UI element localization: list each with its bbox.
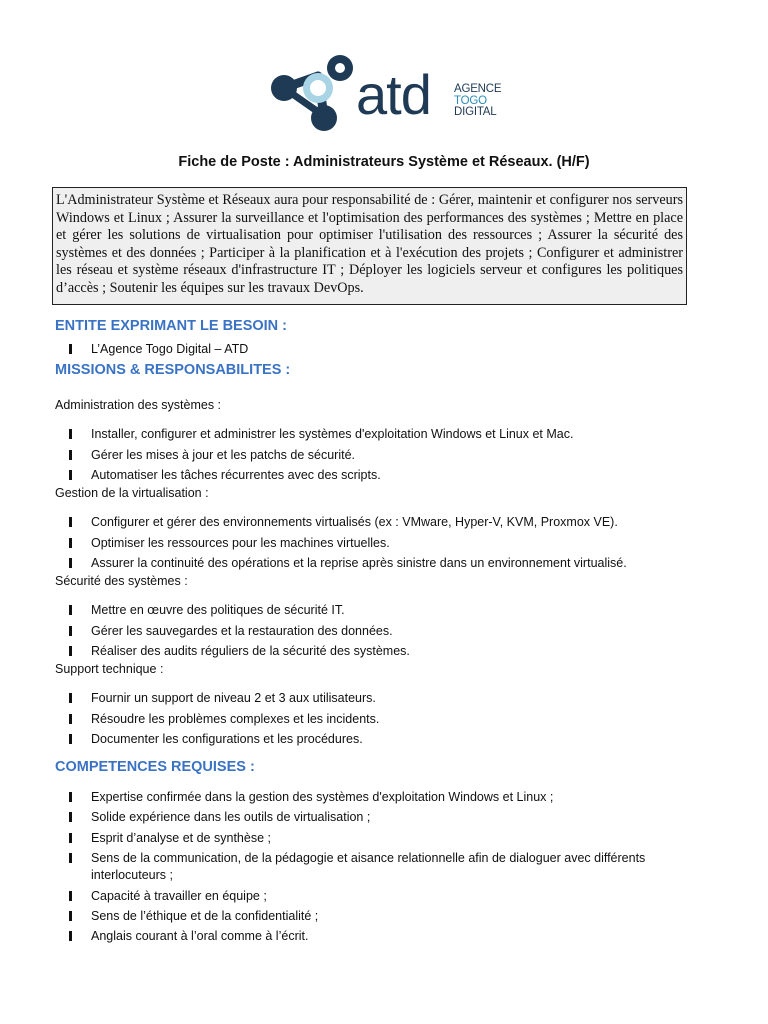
logo-network-icon	[266, 54, 356, 138]
bullet-icon	[69, 626, 72, 636]
intro-box	[52, 187, 687, 305]
list-item-text: Optimiser les ressources pour les machines virtuelles.	[91, 535, 390, 550]
bullet-icon	[69, 344, 72, 354]
list-item-text: Résoudre les problèmes complexes et les incidents.	[91, 711, 380, 726]
list-item	[68, 850, 708, 884]
bullet-icon	[69, 517, 72, 527]
list-item	[68, 731, 708, 748]
bullet-icon	[69, 429, 72, 439]
group-title: Gestion de la virtualisation :	[55, 486, 209, 500]
bullet-icon	[69, 538, 72, 548]
list-item	[68, 809, 708, 826]
list-item	[68, 555, 708, 572]
bullet-icon	[69, 470, 72, 480]
list-item	[68, 888, 708, 905]
section-heading-competences: COMPETENCES REQUISES :	[55, 759, 255, 775]
list-item-text: Capacité à travailler en équipe ;	[91, 888, 267, 903]
list-item	[68, 908, 708, 925]
bullet-icon	[69, 891, 72, 901]
list-item-text: L’Agence Togo Digital – ATD	[91, 342, 249, 356]
section-heading-entite: ENTITE EXPRIMANT LE BESOIN :	[55, 318, 288, 334]
missions-list	[68, 426, 708, 488]
group-title: Sécurité des systèmes :	[55, 574, 188, 588]
list-item-text: Documenter les configurations et les procédures.	[91, 732, 363, 747]
list-item-text: Fournir un support de niveau 2 et 3 aux utilisateurs.	[91, 691, 376, 705]
list-item-text: Esprit d’analyse et de synthèse ;	[91, 830, 271, 845]
list-item	[68, 535, 708, 552]
list-item-text: Gérer les sauvegardes et la restauration des données.	[91, 623, 393, 638]
bullet-icon	[69, 450, 72, 460]
group-title: Administration des systèmes :	[55, 398, 222, 412]
list-item-text: Mettre en œuvre des politiques de sécurité IT.	[91, 603, 345, 617]
bullet-icon	[69, 714, 72, 724]
atd-logo	[266, 54, 516, 138]
list-item-text: Gérer les mises à jour et les patchs de sécurité.	[91, 447, 356, 462]
list-item-text: Anglais courant à l’oral comme à l’écrit.	[91, 929, 309, 944]
bullet-icon	[69, 693, 72, 703]
list-item	[68, 711, 708, 728]
missions-list	[68, 602, 708, 664]
list-item	[68, 514, 708, 531]
bullet-icon	[69, 853, 72, 863]
list-item-text: Réaliser des audits réguliers de la sécurité des systèmes.	[91, 644, 410, 659]
bullet-icon	[69, 558, 72, 568]
logo-tagline	[454, 84, 501, 119]
list-item-text: Installer, configurer et administrer les systèmes d'exploitation Windows et Linux et Mac.	[91, 427, 574, 441]
bullet-icon	[69, 812, 72, 822]
bullet-icon	[69, 734, 72, 744]
list-item-text: Solide expérience dans les outils de virtualisation ;	[91, 810, 371, 825]
logo-wordmark: atd	[356, 63, 431, 126]
bullet-icon	[69, 911, 72, 921]
list-item	[68, 928, 708, 945]
list-item	[68, 341, 708, 358]
logo-tagline-line: TOGO	[454, 94, 487, 107]
list-item-text: Assurer la continuité des opérations et la reprise après sinistre dans un environnement virtualisé.	[91, 556, 627, 571]
bullet-icon	[69, 833, 72, 843]
list-item	[68, 623, 708, 640]
list-item-text: Configurer et gérer des environnements virtualisés (ex : VMware, Hyper-V, KVM, Proxmox VE).	[91, 515, 618, 529]
list-item	[68, 447, 708, 464]
list-item	[68, 467, 708, 484]
entite-list	[68, 341, 708, 362]
missions-list	[68, 690, 708, 752]
intro-text: L'Administrateur Système et Réseaux aura pour responsabilité de : Gérer, maintenir et configurer nos serveurs Windows et Linux ; Assurer la surveillance et l'optimisation des performances des systèmes ; Mettre en place et gérer les solutions de virtualisation pour optimiser l'utilisation des ressources ; Assurer la sécurité des systèmes et des données ; Participer à la planification et à l'exécution des projets ; Configurer et administrer les réseau et système réseaux d'infrastructure IT ; Déployer les logiciels serveur et configures les politiques d’accès ; Soutenir les équipes sur les travaux DevOps.	[56, 192, 683, 296]
list-item	[68, 426, 708, 443]
list-item	[68, 789, 708, 806]
list-item	[68, 643, 708, 660]
bullet-icon	[69, 646, 72, 656]
list-item-text: Automatiser les tâches récurrentes avec des scripts.	[91, 468, 381, 483]
missions-list	[68, 514, 708, 576]
list-item	[68, 602, 708, 619]
logo-tagline-line: AGENCE	[454, 83, 502, 95]
list-item-text: Sens de l’éthique et de la confidentialité ;	[91, 908, 319, 923]
list-item-text: Sens de la communication, de la pédagogie et aisance relationnelle afin de dialoguer avec différents interlocuteurs ;	[91, 851, 646, 883]
list-item	[68, 690, 708, 707]
bullet-icon	[69, 605, 72, 615]
competences-list	[68, 789, 708, 949]
logo-tagline-line: DIGITAL	[454, 106, 497, 118]
group-title: Support technique :	[55, 662, 164, 676]
list-item-text: Expertise confirmée dans la gestion des systèmes d'exploitation Windows et Linux ;	[91, 790, 554, 804]
bullet-icon	[69, 792, 72, 802]
bullet-icon	[69, 931, 72, 941]
list-item	[68, 830, 708, 847]
section-heading-missions: MISSIONS & RESPONSABILITES :	[55, 362, 291, 378]
page-title: Fiche de Poste : Administrateurs Système et Réseaux. (H/F)	[178, 154, 590, 170]
